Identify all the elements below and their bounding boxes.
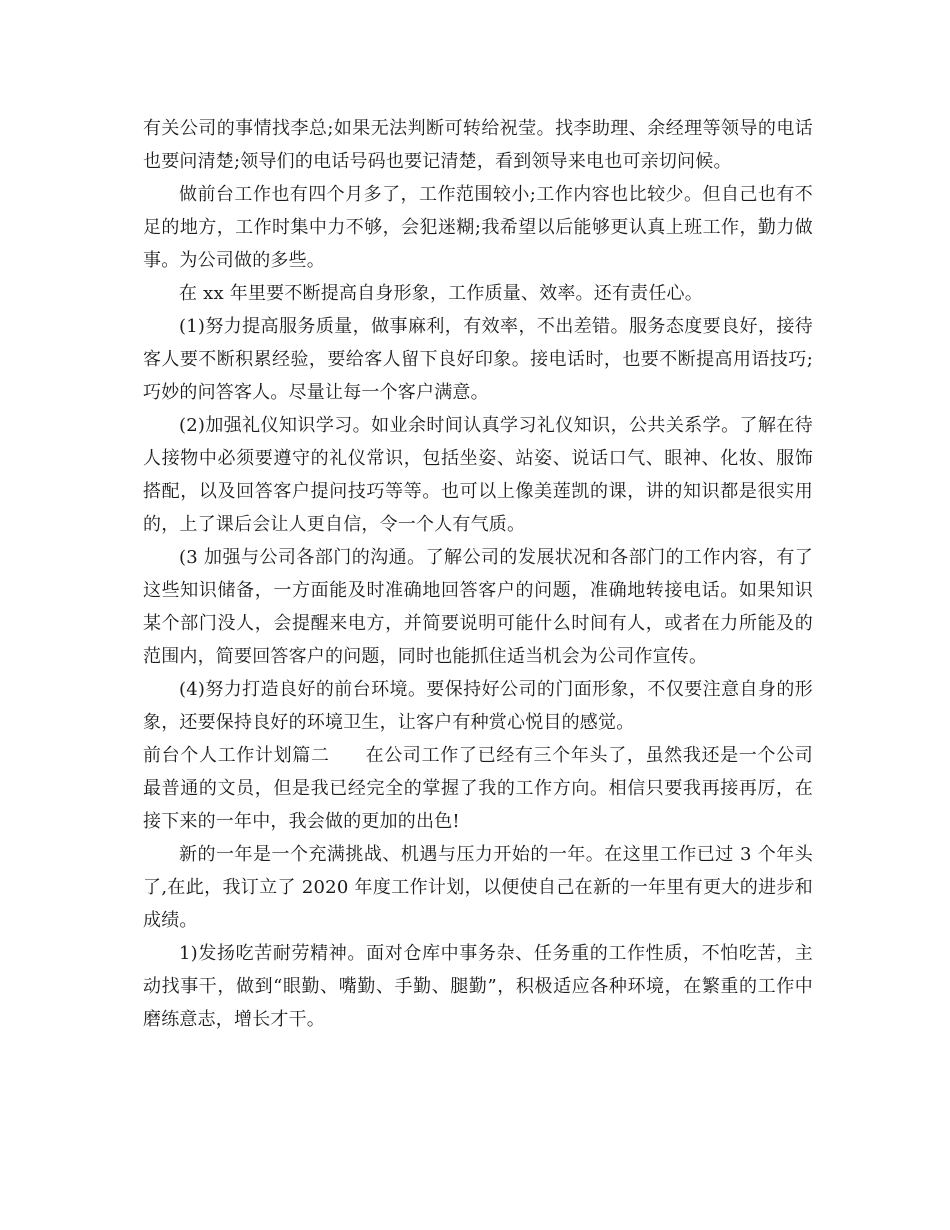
paragraph-new-year: 新的一年是一个充满挑战、机遇与压力开始的一年。在这里工作已过 3 个年头了,在此，我订立了 2020 年度工作计划，以便使自己在新的一年里有更大的进步和成绩。 (143, 844, 813, 931)
paragraph-yearly-goal: 在 xx 年里要不断提高自身形象，工作质量、效率。还有责任心。 (179, 283, 703, 304)
section-two-heading: 前台个人工作计划篇二 (143, 745, 330, 766)
section-two-intro: 在公司工作了已经有三个年头了，虽然我还是一个公司最普通的文员，但是我已经完全的掌握了我的工作方向。相信只要我再接再厉，在接下来的一年中，我会做的更加的出色! (143, 745, 813, 832)
paragraph-plan-item-1: 1)发扬吃苦耐劳精神。面对仓库中事务杂、任务重的工作性质，不怕吃苦，主动找事干，做到“眼勤、嘴勤、手勤、腿勤”，积极适应各种环境，在繁重的工作中磨练意志，增长才干。 (143, 943, 813, 1030)
paragraph-item-1: (1)努力提高服务质量，做事麻利，有效率，不出差错。服务态度要良好，接待客人要不断积累经验，要给客人留下良好印象。接电话时，也要不断提高用语技巧;巧妙的问答客人。尽量让每一个客户满意。 (143, 316, 813, 403)
paragraph-contact-rules: 有关公司的事情找李总;如果无法判断可转给祝莹。找李助理、余经理等领导的电话也要问清楚;领导们的电话号码也要记清楚，看到领导来电也可亲切问候。 (143, 118, 813, 172)
section-two-paragraph (143, 739, 813, 838)
paragraph-item-4: (4)努力打造良好的前台环境。要保持好公司的门面形象，不仅要注意自身的形象，还要保持良好的环境卫生，让客户有种赏心悦目的感觉。 (143, 679, 813, 733)
paragraph-item-2: (2)加强礼仪知识学习。如业余时间认真学习礼仪知识，公共关系学。了解在待人接物中必须要遵守的礼仪常识，包括坐姿、站姿、说话口气、眼神、化妆、服饰搭配，以及回答客户提问技巧等等。也可以上像美莲凯的课，讲的知识都是很实用的，上了课后会让人更自信，令一个人有气质。 (143, 415, 813, 535)
paragraph-self-review: 做前台工作也有四个月多了，工作范围较小;工作内容也比较少。但自己也有不足的地方，工作时集中力不够，会犯迷糊;我希望以后能够更认真上班工作，勤力做事。为公司做的多些。 (143, 184, 813, 271)
paragraph-item-3: (3 加强与公司各部门的沟通。了解公司的发展状况和各部门的工作内容，有了这些知识储备，一方面能及时准确地回答客户的问题，准确地转接电话。如果知识某个部门没人，会提醒来电方，并简要说明可能什么时间有人，或者在力所能及的范围内，简要回答客户的问题，同时也能抓住适当机会为公司作宣传。 (143, 547, 813, 667)
document-body (143, 112, 813, 1036)
